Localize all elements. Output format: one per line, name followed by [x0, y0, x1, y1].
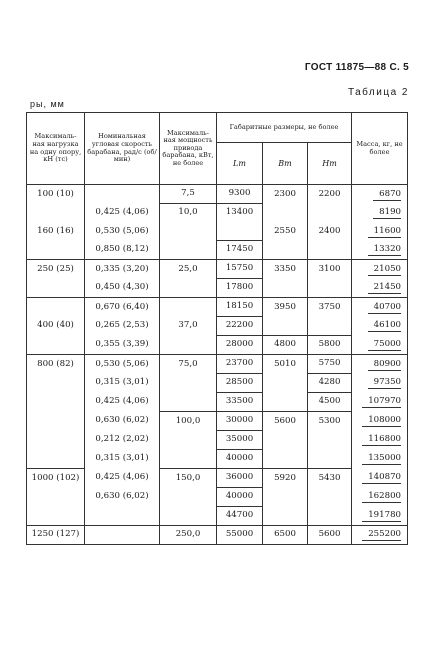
cell-power	[160, 222, 217, 241]
cell-mass	[352, 355, 408, 374]
page-header: ГОСТ 11875—88 С. 5	[304, 62, 409, 73]
cell-power	[160, 279, 217, 298]
cell-length: 28500	[217, 374, 263, 393]
table-row	[27, 317, 408, 336]
cell-speed: 0,425 (4,06)	[85, 469, 160, 488]
cell-load: 800 (82)	[27, 355, 85, 374]
cell-mass	[352, 431, 408, 450]
cell-load	[27, 298, 85, 317]
cell-length: 33500	[217, 393, 263, 412]
cell-power	[160, 450, 217, 469]
mass-value: 107970	[362, 396, 401, 408]
cell-power	[160, 336, 217, 355]
cell-speed	[85, 526, 160, 545]
cell-width	[263, 488, 308, 507]
cell-length: 22200	[217, 317, 263, 336]
cell-power	[160, 393, 217, 412]
cell-width: 2550	[263, 222, 308, 241]
cell-mass	[352, 412, 408, 431]
col-header-dimensions: Габаритные размеры, не более	[217, 113, 352, 143]
cell-length: 15750	[217, 260, 263, 279]
cell-load	[27, 431, 85, 450]
cell-height: 5800	[308, 336, 352, 355]
cell-mass	[352, 507, 408, 526]
cell-height: 5300	[308, 412, 352, 431]
cell-power: 25,0	[160, 260, 217, 279]
mass-value: 140870	[362, 472, 401, 484]
cell-height: 5600	[308, 526, 352, 545]
cell-height: 4280	[308, 374, 352, 393]
cell-load	[27, 450, 85, 469]
col-header-height: Hт	[308, 143, 352, 185]
cell-speed: 0,315 (3,01)	[85, 374, 160, 393]
cell-speed: 0,450 (4,30)	[85, 279, 160, 298]
cell-length: 30000	[217, 412, 263, 431]
table-row	[27, 222, 408, 241]
cell-load	[27, 488, 85, 507]
cell-speed: 0,212 (2,02)	[85, 431, 160, 450]
mass-value: 21450	[368, 282, 401, 294]
table-row	[27, 204, 408, 223]
cell-speed: 0,530 (5,06)	[85, 355, 160, 374]
cell-load	[27, 204, 85, 223]
mass-value: 8190	[373, 207, 401, 219]
cell-power	[160, 431, 217, 450]
cell-speed: 0,355 (3,39)	[85, 336, 160, 355]
mass-value: 46100	[368, 320, 401, 332]
mass-value: 116800	[362, 434, 401, 446]
units-label: ры, мм	[30, 99, 65, 109]
cell-height: 5430	[308, 469, 352, 488]
cell-height	[308, 317, 352, 336]
cell-mass	[352, 222, 408, 241]
table-row	[27, 393, 408, 412]
cell-speed: 0,425 (4,06)	[85, 204, 160, 223]
cell-width	[263, 507, 308, 526]
cell-length: 13400	[217, 204, 263, 223]
cell-length: 55000	[217, 526, 263, 545]
col-header-width: Bт	[263, 143, 308, 185]
cell-width: 5600	[263, 412, 308, 431]
cell-height: 2400	[308, 222, 352, 241]
cell-height: 5750	[308, 355, 352, 374]
cell-mass	[352, 393, 408, 412]
cell-height	[308, 431, 352, 450]
specs-table	[26, 112, 408, 545]
cell-load	[27, 412, 85, 431]
cell-power	[160, 507, 217, 526]
cell-mass	[352, 279, 408, 298]
cell-power: 150,0	[160, 469, 217, 488]
cell-power: 10,0	[160, 204, 217, 223]
cell-length: 40000	[217, 450, 263, 469]
cell-length: 44700	[217, 507, 263, 526]
cell-load	[27, 336, 85, 355]
cell-load	[27, 374, 85, 393]
col-header-load: Максималь-ная нагрузка на одну опору, кН (тс)	[27, 113, 85, 185]
cell-power: 250,0	[160, 526, 217, 545]
cell-speed: 0,315 (3,01)	[85, 450, 160, 469]
cell-speed	[85, 507, 160, 526]
table-row	[27, 185, 408, 204]
cell-mass	[352, 374, 408, 393]
cell-speed: 0,265 (2,53)	[85, 317, 160, 336]
cell-height: 3100	[308, 260, 352, 279]
table-row	[27, 260, 408, 279]
col-header-length: Lт	[217, 143, 263, 185]
cell-width: 4800	[263, 336, 308, 355]
cell-load	[27, 393, 85, 412]
cell-mass	[352, 336, 408, 355]
cell-mass	[352, 488, 408, 507]
table-row	[27, 526, 408, 545]
cell-length: 17450	[217, 241, 263, 260]
mass-value: 191780	[362, 510, 401, 522]
mass-value: 40700	[368, 302, 401, 314]
cell-power: 75,0	[160, 355, 217, 374]
cell-power: 37,0	[160, 317, 217, 336]
cell-load: 1000 (102)	[27, 469, 85, 488]
cell-width	[263, 317, 308, 336]
col-header-mass: Масса, кг, не более	[352, 113, 408, 185]
table-row	[27, 450, 408, 469]
cell-length: 18150	[217, 298, 263, 317]
cell-height	[308, 279, 352, 298]
col-header-speed: Номинальная угловая скорость барабана, рад/с (об/мин)	[85, 113, 160, 185]
cell-speed: 0,425 (4,06)	[85, 393, 160, 412]
mass-value: 80900	[368, 359, 401, 371]
cell-speed: 0,850 (8,12)	[85, 241, 160, 260]
mass-value: 135000	[362, 453, 401, 465]
table-row	[27, 507, 408, 526]
cell-width	[263, 374, 308, 393]
cell-load: 100 (10)	[27, 185, 85, 204]
cell-load: 250 (25)	[27, 260, 85, 279]
table-row	[27, 279, 408, 298]
cell-mass	[352, 204, 408, 223]
cell-mass	[352, 450, 408, 469]
cell-height	[308, 241, 352, 260]
mass-value: 6870	[373, 189, 401, 201]
mass-value: 108000	[362, 415, 401, 427]
cell-height	[308, 450, 352, 469]
table-label: Таблица 2	[347, 87, 409, 98]
cell-mass	[352, 298, 408, 317]
table-row	[27, 241, 408, 260]
cell-width	[263, 279, 308, 298]
cell-height: 3750	[308, 298, 352, 317]
cell-power	[160, 374, 217, 393]
cell-speed: 0,630 (6,02)	[85, 412, 160, 431]
cell-speed: 0,670 (6,40)	[85, 298, 160, 317]
cell-width	[263, 450, 308, 469]
cell-power: 100,0	[160, 412, 217, 431]
cell-length: 36000	[217, 469, 263, 488]
mass-value: 11600	[368, 226, 401, 238]
cell-mass	[352, 526, 408, 545]
cell-power	[160, 241, 217, 260]
cell-height: 4500	[308, 393, 352, 412]
cell-height: 2200	[308, 185, 352, 204]
cell-width	[263, 431, 308, 450]
cell-width	[263, 241, 308, 260]
cell-width: 5920	[263, 469, 308, 488]
cell-length: 17800	[217, 279, 263, 298]
cell-power: 7,5	[160, 185, 217, 204]
cell-width	[263, 393, 308, 412]
cell-width	[263, 204, 308, 223]
cell-mass	[352, 260, 408, 279]
table-row	[27, 469, 408, 488]
cell-mass	[352, 241, 408, 260]
cell-width: 3950	[263, 298, 308, 317]
cell-width: 2300	[263, 185, 308, 204]
cell-width: 6500	[263, 526, 308, 545]
cell-speed: 0,335 (3,20)	[85, 260, 160, 279]
cell-load	[27, 507, 85, 526]
cell-speed	[85, 185, 160, 204]
cell-length: 35000	[217, 431, 263, 450]
table-row	[27, 336, 408, 355]
cell-length: 40000	[217, 488, 263, 507]
cell-height	[308, 507, 352, 526]
cell-height	[308, 204, 352, 223]
table-row	[27, 374, 408, 393]
mass-value: 162800	[362, 491, 401, 503]
cell-speed: 0,530 (5,06)	[85, 222, 160, 241]
cell-mass	[352, 185, 408, 204]
cell-load	[27, 241, 85, 260]
cell-load: 400 (40)	[27, 317, 85, 336]
cell-speed: 0,630 (6,02)	[85, 488, 160, 507]
cell-load: 160 (16)	[27, 222, 85, 241]
table-row	[27, 298, 408, 317]
col-header-power: Максималь-ная мощность привода барабана, кВт, не более	[160, 113, 217, 185]
cell-power	[160, 298, 217, 317]
mass-value: 13320	[368, 244, 401, 256]
table-row	[27, 488, 408, 507]
cell-length: 9300	[217, 185, 263, 204]
cell-width: 5010	[263, 355, 308, 374]
cell-width: 3350	[263, 260, 308, 279]
mass-value: 255200	[362, 529, 401, 541]
mass-value: 75000	[368, 339, 401, 351]
cell-length: 28000	[217, 336, 263, 355]
mass-value: 97350	[368, 377, 401, 389]
cell-mass	[352, 469, 408, 488]
cell-height	[308, 488, 352, 507]
table-row	[27, 431, 408, 450]
table-row	[27, 412, 408, 431]
cell-length: 23700	[217, 355, 263, 374]
cell-load	[27, 279, 85, 298]
cell-mass	[352, 317, 408, 336]
cell-load: 1250 (127)	[27, 526, 85, 545]
mass-value: 21050	[368, 264, 401, 276]
cell-power	[160, 488, 217, 507]
table-row	[27, 355, 408, 374]
cell-length	[217, 222, 263, 241]
